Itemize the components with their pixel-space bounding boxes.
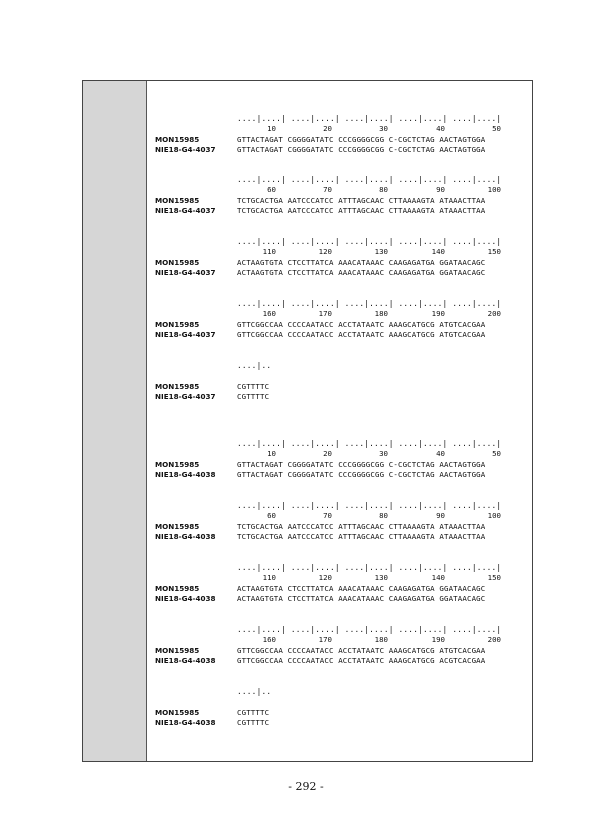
- sequence-text: GTTCGGCCAA CCCCAATACC ACCTATAATC AAAGCATGCG ATGTCACGAA: [237, 320, 486, 329]
- sequence-text: ACTAAGTGTA CTCCTTATCA AAACATAAAC CAAGAGATGA GGATAACAGC: [237, 594, 486, 603]
- position-number: 20: [323, 124, 332, 133]
- sequence-name: NIE18-G4-4038: [155, 470, 216, 479]
- position-number: 90: [436, 185, 445, 194]
- sequence-text: CGTTTTC: [237, 708, 270, 717]
- position-number: 30: [379, 124, 388, 133]
- sequence-name: NIE18-G4-4038: [155, 656, 216, 665]
- position-ruler: ....|..: [237, 361, 272, 370]
- position-number: 50: [492, 124, 501, 133]
- position-number: 90: [436, 511, 445, 520]
- sequence-name: MON15985: [155, 320, 200, 329]
- sequence-text: GTTACTAGAT CGGGGATATC CCCGGGGCGG C-CGCTCTAG AACTAGTGGA: [237, 135, 486, 144]
- alignment-block: [147, 625, 532, 673]
- sequence-text: ACTAAGTGTA CTCCTTATCA AAACATAAAC CAAGAGATGA GGATAACAGC: [237, 584, 486, 593]
- sequence-name: MON15985: [155, 522, 200, 531]
- position-number: 50: [492, 449, 501, 458]
- alignment-block: [147, 501, 532, 549]
- position-number: 20: [323, 449, 332, 458]
- sequence-text: GTTACTAGAT CGGGGATATC CCCGGGGCGG C-CGCTCTAG AACTAGTGGA: [237, 145, 486, 154]
- position-number: 70: [323, 185, 332, 194]
- sequence-name: MON15985: [155, 646, 200, 655]
- sequence-text: TCTGCACTGA AATCCCATCC ATTTAGCAAC CTTAAAAGTA ATAAACTTAA: [237, 196, 486, 205]
- position-number: 80: [379, 185, 388, 194]
- sequence-text: GTTCGGCCAA CCCCAATACC ACCTATAATC AAAGCATGCG ATGTCACGAA: [237, 330, 486, 339]
- position-numbers: [237, 124, 523, 134]
- sequence-name: NIE18-G4-4037: [155, 206, 216, 215]
- position-number: 150: [487, 573, 501, 582]
- position-ruler: ....|..: [237, 687, 272, 696]
- sequence-text: CGTTTTC: [237, 382, 270, 391]
- sequence-name: NIE18-G4-4037: [155, 330, 216, 339]
- position-number: 110: [262, 573, 276, 582]
- position-ruler: ....|....| ....|....| ....|....| ....|....| ....|....|: [237, 563, 502, 572]
- position-number: 110: [262, 247, 276, 256]
- sequence-text: CGTTTTC: [237, 392, 270, 401]
- position-ruler: ....|....| ....|....| ....|....| ....|....| ....|....|: [237, 237, 502, 246]
- alignment-block: [147, 687, 532, 735]
- sequence-name: NIE18-G4-4038: [155, 718, 216, 727]
- sequence-name: MON15985: [155, 382, 200, 391]
- sequence-name: MON15985: [155, 584, 200, 593]
- alignment-table: [82, 80, 533, 762]
- sequence-text: CGTTTTC: [237, 718, 270, 727]
- sequence-name: NIE18-G4-4037: [155, 145, 216, 154]
- position-ruler: ....|....| ....|....| ....|....| ....|....| ....|....|: [237, 625, 502, 634]
- sequence-name: MON15985: [155, 196, 200, 205]
- alignment-block: [147, 563, 532, 611]
- sequence-name: NIE18-G4-4037: [155, 392, 216, 401]
- position-number: 190: [431, 635, 445, 644]
- position-number: 140: [431, 247, 445, 256]
- sequence-text: TCTGCACTGA AATCCCATCC ATTTAGCAAC CTTAAAAGTA ATAAACTTAA: [237, 206, 486, 215]
- position-number: 40: [436, 449, 445, 458]
- position-numbers: [237, 185, 523, 195]
- alignment-block: [147, 237, 532, 285]
- alignment-block: [147, 114, 532, 162]
- alignment-block: [147, 175, 532, 223]
- position-number: 60: [267, 185, 276, 194]
- position-numbers: [237, 449, 523, 459]
- position-number: 120: [318, 247, 332, 256]
- position-ruler: ....|....| ....|....| ....|....| ....|....| ....|....|: [237, 299, 502, 308]
- sequence-text: TCTGCACTGA AATCCCATCC ATTTAGCAAC CTTAAAAGTA ATAAACTTAA: [237, 522, 486, 531]
- position-numbers: [237, 511, 523, 521]
- sequence-text: ACTAAGTGTA CTCCTTATCA AAACATAAAC CAAGAGATGA GGATAACAGC: [237, 268, 486, 277]
- sequence-name: MON15985: [155, 460, 200, 469]
- sequence-text: GTTCGGCCAA CCCCAATACC ACCTATAATC AAAGCATGCG ACGTCACGAA: [237, 656, 486, 665]
- position-number: 10: [267, 449, 276, 458]
- position-number: 100: [487, 185, 501, 194]
- position-numbers: [237, 247, 523, 257]
- position-number: 130: [374, 247, 388, 256]
- position-number: 130: [374, 573, 388, 582]
- position-number: 100: [487, 511, 501, 520]
- position-number: 30: [379, 449, 388, 458]
- position-ruler: ....|....| ....|....| ....|....| ....|....| ....|....|: [237, 114, 502, 123]
- sequence-text: GTTACTAGAT CGGGGATATC CCCGGGGCGG C-CGCTCTAG AACTAGTGGA: [237, 470, 486, 479]
- sequence-text: GTTCGGCCAA CCCCAATACC ACCTATAATC AAAGCATGCG ATGTCACGAA: [237, 646, 486, 655]
- position-number: 160: [262, 309, 276, 318]
- alignment-block: [147, 439, 532, 487]
- position-number: 120: [318, 573, 332, 582]
- position-number: 200: [487, 309, 501, 318]
- position-number: 170: [318, 635, 332, 644]
- sequence-text: TCTGCACTGA AATCCCATCC ATTTAGCAAC CTTAAAAGTA ATAAACTTAA: [237, 532, 486, 541]
- position-ruler: ....|....| ....|....| ....|....| ....|....| ....|....|: [237, 175, 502, 184]
- position-number: 60: [267, 511, 276, 520]
- alignment-content: [147, 81, 532, 761]
- page-number: - 292 -: [288, 780, 324, 793]
- position-number: 40: [436, 124, 445, 133]
- alignment-block: [147, 361, 532, 409]
- table-label-column: [83, 81, 147, 761]
- position-number: 160: [262, 635, 276, 644]
- sequence-name: MON15985: [155, 708, 200, 717]
- position-ruler: ....|....| ....|....| ....|....| ....|....| ....|....|: [237, 439, 502, 448]
- position-number: 170: [318, 309, 332, 318]
- position-numbers: [237, 309, 523, 319]
- position-number: 70: [323, 511, 332, 520]
- position-number: 180: [374, 635, 388, 644]
- sequence-name: NIE18-G4-4038: [155, 594, 216, 603]
- sequence-name: MON15985: [155, 135, 200, 144]
- sequence-text: GTTACTAGAT CGGGGATATC CCCGGGGCGG C-CGCTCTAG AACTAGTGGA: [237, 460, 486, 469]
- position-ruler: ....|....| ....|....| ....|....| ....|....| ....|....|: [237, 501, 502, 510]
- position-number: 140: [431, 573, 445, 582]
- position-number: 180: [374, 309, 388, 318]
- position-number: 10: [267, 124, 276, 133]
- position-number: 150: [487, 247, 501, 256]
- sequence-name: NIE18-G4-4037: [155, 268, 216, 277]
- position-number: 200: [487, 635, 501, 644]
- position-number: 190: [431, 309, 445, 318]
- position-numbers: [237, 573, 523, 583]
- position-number: 80: [379, 511, 388, 520]
- sequence-name: MON15985: [155, 258, 200, 267]
- sequence-text: ACTAAGTGTA CTCCTTATCA AAACATAAAC CAAGAGATGA GGATAACAGC: [237, 258, 486, 267]
- sequence-name: NIE18-G4-4038: [155, 532, 216, 541]
- alignment-block: [147, 299, 532, 347]
- position-numbers: [237, 635, 523, 645]
